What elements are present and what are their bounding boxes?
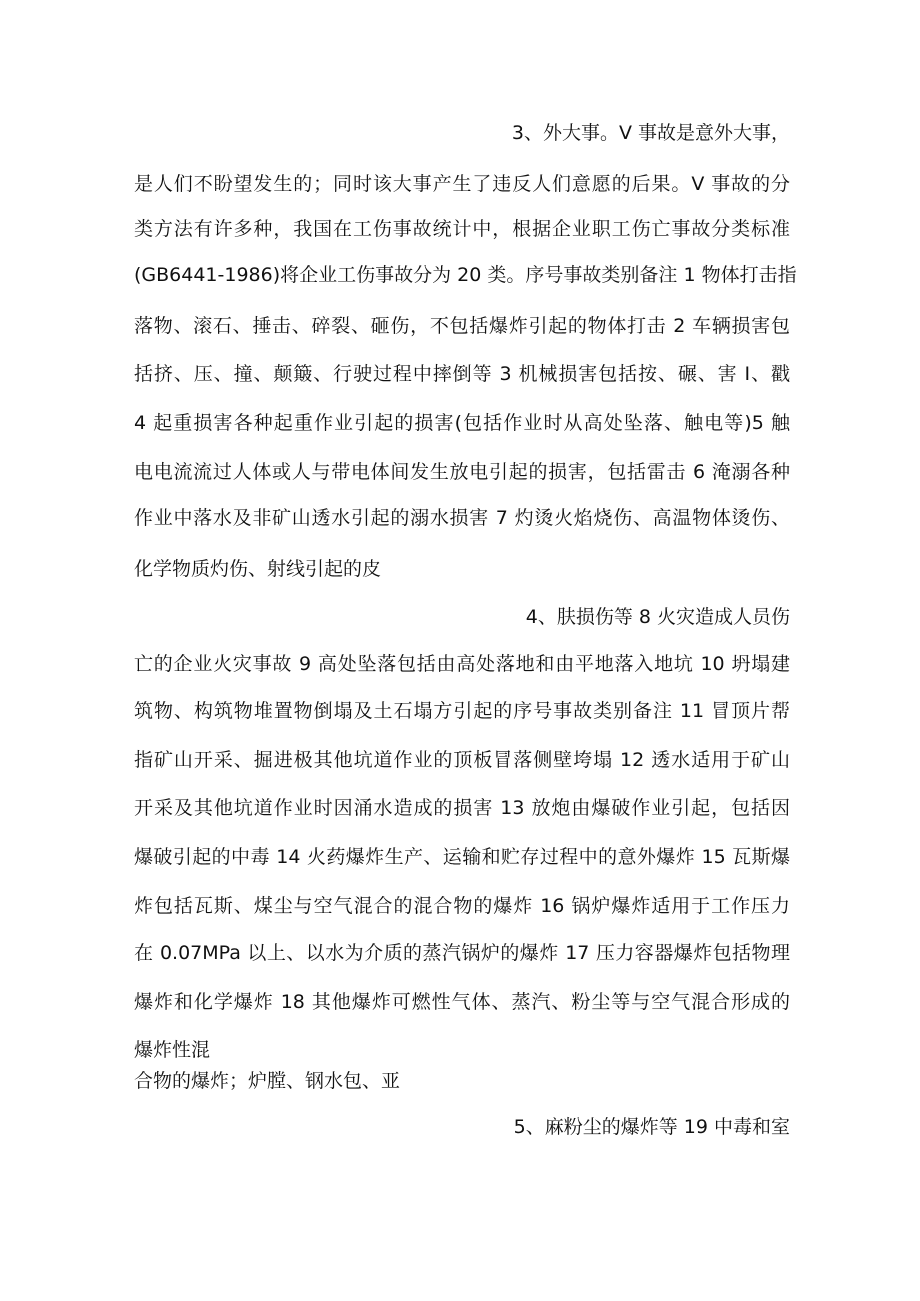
text-line: 是人们不盼望发生的；同时该大事产生了违反人们意愿的后果。V 事故的分 [134, 173, 790, 195]
text-line: 电电流流过人体或人与带电体间发生放电引起的损害，包括雷击 6 淹溺各种 [134, 461, 790, 483]
text-line: 亡的企业火灾事故 9 高处坠落包括由高处落地和由平地落入地坑 10 坍塌建 [134, 653, 790, 675]
text-line: 5、麻粉尘的爆炸等 19 中毒和室 [513, 1116, 790, 1138]
text-line: 爆破引起的中毒 14 火药爆炸生产、运输和贮存过程中的意外爆炸 15 瓦斯爆 [134, 846, 790, 868]
text-line: 合物的爆炸；炉膛、钢水包、亚 [134, 1070, 401, 1092]
text-line: 爆炸性混 [134, 1039, 211, 1061]
text-line: 指矿山开采、掘进极其他坑道作业的顶板冒落侧壁垮塌 12 透水适用于矿山 [134, 749, 790, 771]
text-line: 筑物、构筑物堆置物倒塌及土石塌方引起的序号事故类别备注 11 冒顶片帮 [134, 700, 790, 722]
text-line: 括挤、压、撞、颠簸、行驶过程中摔倒等 3 机械损害包括按、碾、害 I、戳 [134, 363, 790, 385]
text-line: 开采及其他坑道作业时因涌水造成的损害 13 放炮由爆破作业引起，包括因 [134, 797, 790, 819]
text-line: 爆炸和化学爆炸 18 其他爆炸可燃性气体、蒸汽、粉尘等与空气混合形成的 [134, 991, 790, 1013]
text-line: 作业中落水及非矿山透水引起的溺水损害 7 灼烫火焰烧伤、高温物体烫伤、 [134, 507, 790, 529]
text-line: 在 0.07MPa 以上、以水为介质的蒸汽锅炉的爆炸 17 压力容器爆炸包括物理 [134, 942, 790, 964]
text-line: (GB6441-1986)将企业工伤事故分为 20 类。序号事故类别备注 1 物体打击指 [134, 264, 797, 286]
text-line: 3、外大事。V 事故是意外大事， [511, 122, 790, 144]
text-line: 4、肤损伤等 8 火灾造成人员伤 [525, 606, 790, 628]
text-line: 类方法有许多种，我国在工伤事故统计中，根据企业职工伤亡事故分类标准 [134, 218, 790, 240]
text-line: 落物、滚石、捶击、碎裂、砸伤，不包括爆炸引起的物体打击 2 车辆损害包 [134, 315, 790, 337]
text-line: 化学物质灼伤、射线引起的皮 [134, 558, 382, 580]
text-line: 4 起重损害各种起重作业引起的损害(包括作业时从高处坠落、触电等)5 触 [134, 412, 790, 434]
text-line: 炸包括瓦斯、煤尘与空气混合的混合物的爆炸 16 锅炉爆炸适用于工作压力 [134, 895, 790, 917]
